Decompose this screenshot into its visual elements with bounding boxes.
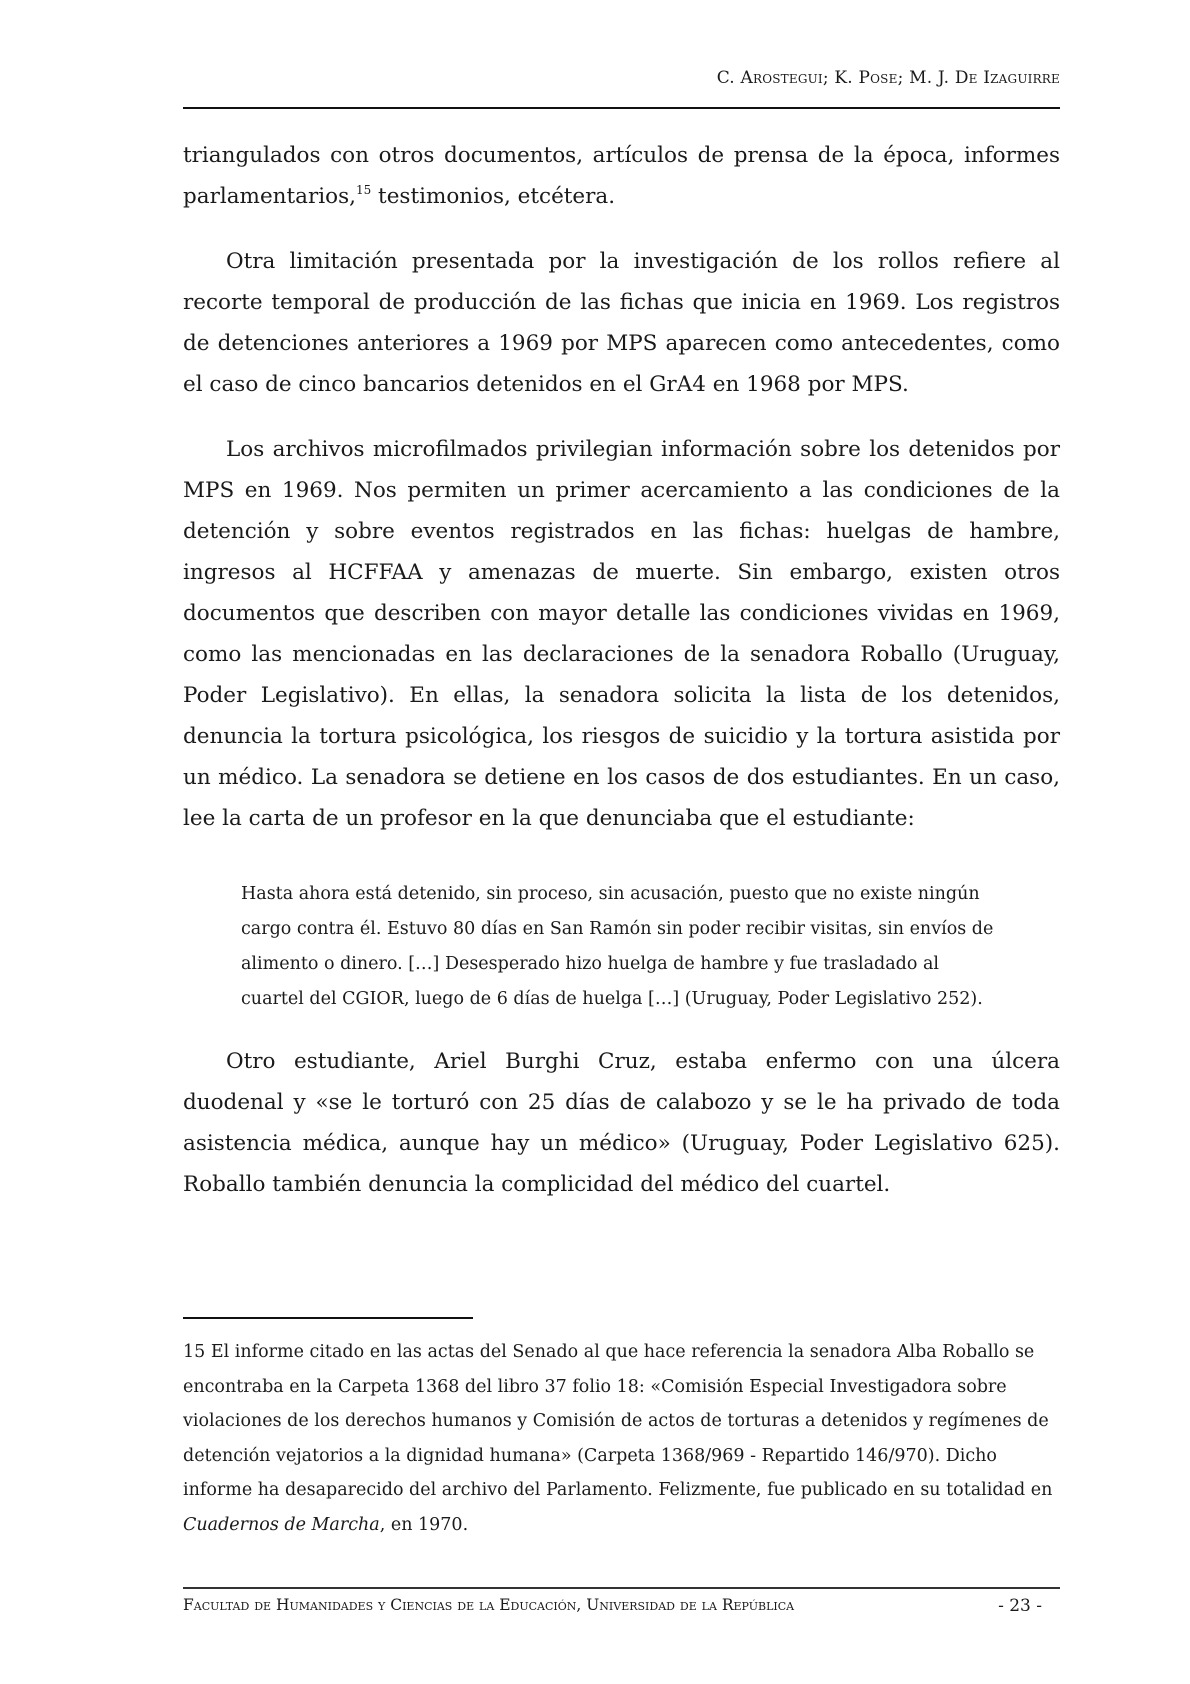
- header-rule: [183, 107, 1060, 109]
- footnote-separator: [183, 1317, 473, 1319]
- running-head-authors: C. Arostegui; K. Pose; M. J. De Izaguirre: [716, 68, 1060, 88]
- footnote-number: 15: [183, 1342, 206, 1362]
- footnote-15: [183, 1335, 1060, 1542]
- footnote-text: El informe citado en las actas del Senado al que hace referencia la senadora Alba Roballo se encontraba en la Carpeta 1368 del libro 37 folio 18: «Comisión Especial Investigadora sobre violaciones de los derechos humanos y Comisión de actos de torturas a detenidos y regímenes de detención vejatorios a la dignidad humana» (Carpeta 1368/969 - Repartido 146/970). Dicho informe ha desaparecido del archivo del Parlamento. Felizmente, fue publicado en su totalidad en: [183, 1342, 1053, 1500]
- block-quote: Hasta ahora está detenido, sin proceso, sin acusación, puesto que no existe ningún cargo contra él. Estuvo 80 días en San Ramón sin poder recibir visitas, sin envíos de alimento o dinero. […] Desesperado hizo huelga de hambre y fue trasladado al cuartel del CGIOR, luego de 6 días de huelga […] (Uruguay, Poder Legislativo 252).: [241, 884, 994, 1009]
- paragraph-1-text: triangulados con otros documentos, artículos de prensa de la época, informes parlamentarios,: [183, 143, 1060, 209]
- footnote-reference-15[interactable]: 15: [355, 183, 372, 197]
- footer-institution: Facultad de Humanidades y Ciencias de la Educación, Universidad de la República: [183, 1596, 795, 1614]
- paragraph-1-tail: testimonios, etcétera.: [371, 184, 616, 209]
- body-text: [183, 135, 1060, 1229]
- footer-rule: [183, 1587, 1060, 1589]
- paragraph-2: Otra limitación presentada por la investigación de los rollos refiere al recorte temporal de producción de las fichas que inicia en 1969. Los registros de detenciones anteriores a 1969 por MPS aparecen como antecedentes, como el caso de cinco bancarios detenidos en el GrA4 en 1968 por MPS.: [183, 249, 1060, 397]
- running-footer: [183, 1596, 1060, 1616]
- paragraph-1: [183, 135, 1060, 217]
- footnote-italic-title: Cuadernos de Marcha: [183, 1514, 380, 1535]
- page-number: - 23 -: [998, 1596, 1042, 1616]
- paragraph-3: Los archivos microfilmados privilegian información sobre los detenidos por MPS en 1969. Nos permiten un primer acercamiento a las condiciones de la detención y sobre eventos registrados en las fichas: huelgas de hambre, ingresos al HCFFAA y amenazas de muerte. Sin embargo, existen otros documentos que describen con mayor detalle las condiciones vividas en 1969, como las mencionadas en las declaraciones de la senadora Roballo (Uruguay, Poder Legislativo). En ellas, la senadora solicita la lista de los detenidos, denuncia la tortura psicológica, los riesgos de suicidio y la tortura asistida por un médico. La senadora se detiene en los casos de dos estudiantes. En un caso, lee la carta de un profesor en la que denunciaba que el estudiante:: [183, 437, 1060, 831]
- paragraph-4: Otro estudiante, Ariel Burghi Cruz, estaba enfermo con una úlcera duodenal y «se le torturó con 25 días de calabozo y se le ha privado de toda asistencia médica, aunque hay un médico» (Uruguay, Poder Legislativo 625). Roballo también denuncia la complicidad del médico del cuartel.: [183, 1049, 1060, 1197]
- footnote-tail: , en 1970.: [379, 1514, 469, 1535]
